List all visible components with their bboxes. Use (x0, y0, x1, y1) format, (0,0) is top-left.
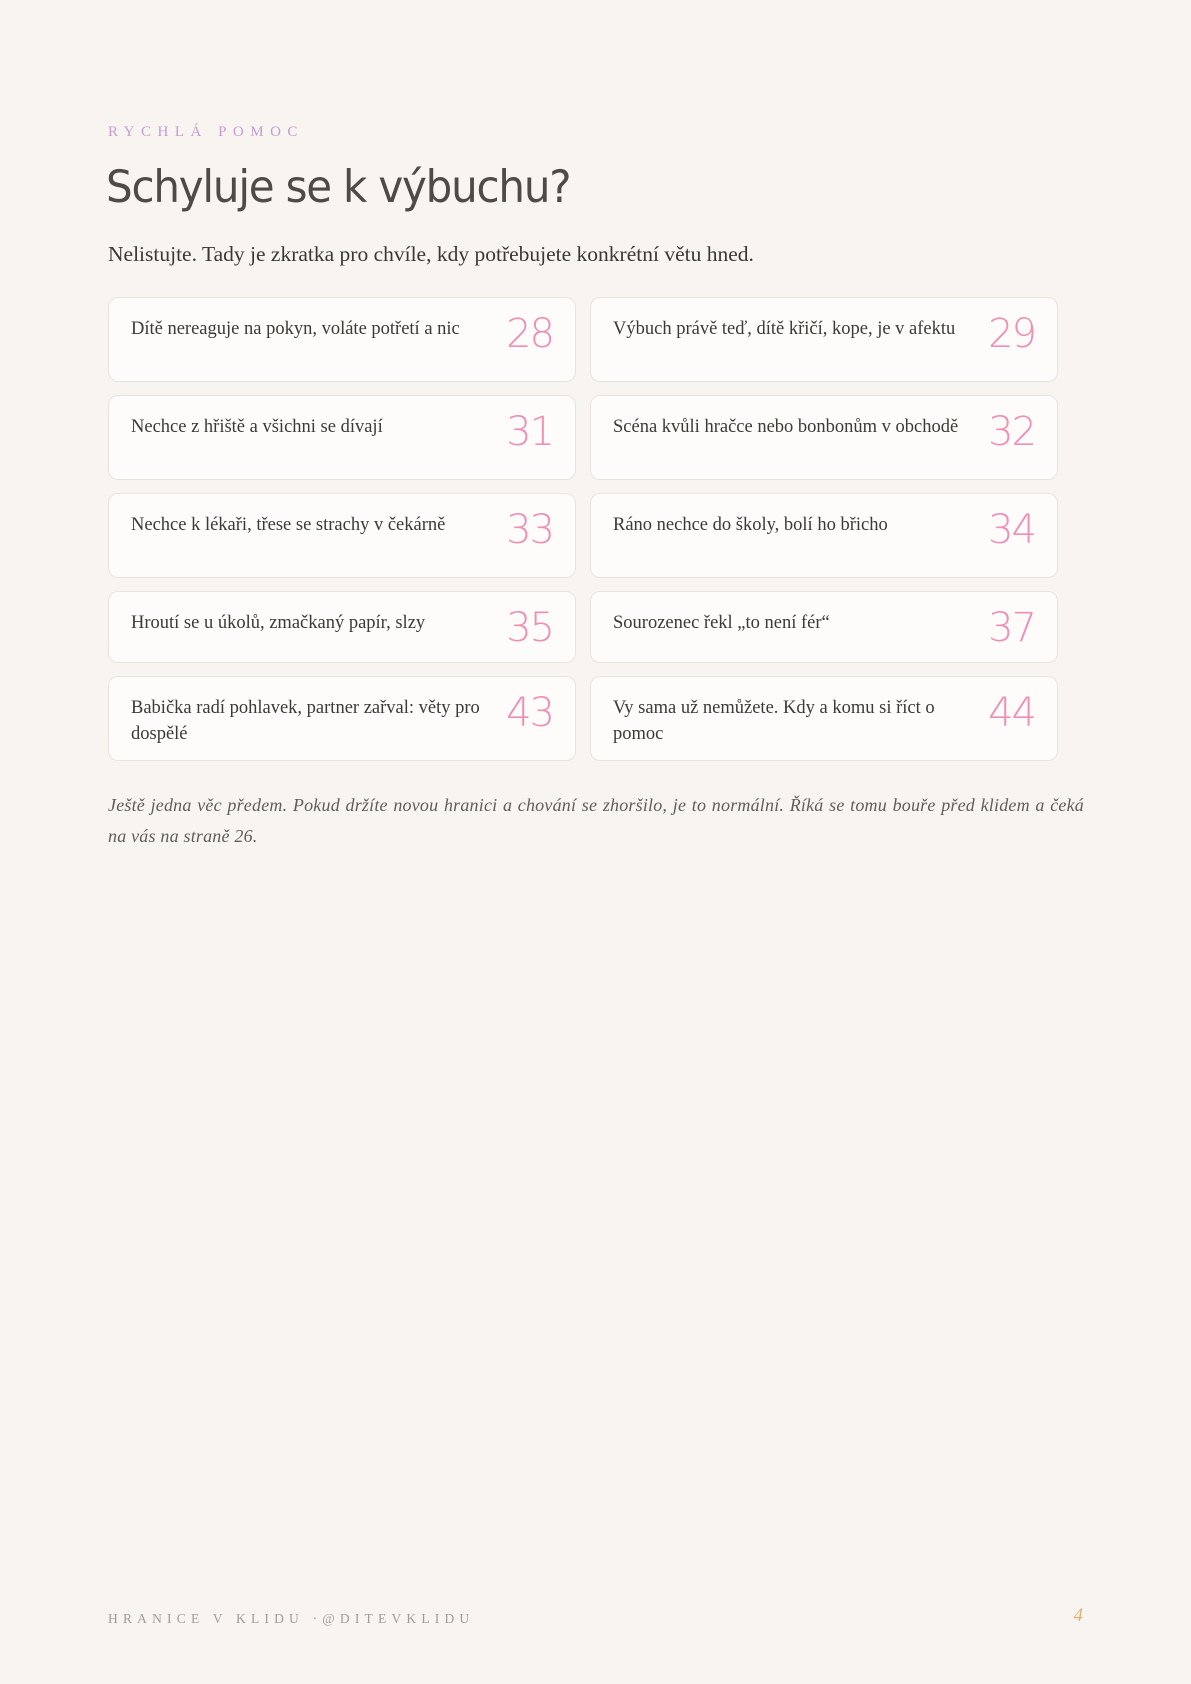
quick-help-card[interactable] (590, 297, 1058, 382)
quick-help-card[interactable] (108, 493, 576, 578)
quick-help-card[interactable] (108, 591, 576, 663)
card-label: Výbuch právě teď, dítě křičí, kope, je v afektu (613, 319, 956, 339)
card-label: Ráno nechce do školy, bolí ho břicho (613, 515, 888, 535)
footer-page-number: 4 (1073, 1605, 1083, 1626)
intro-text: Nelistujte. Tady je zkratka pro chvíle, kdy potřebujete konkrétní větu hned. (108, 242, 754, 266)
quick-help-card[interactable] (590, 591, 1058, 663)
card-label: Nechce z hřiště a všichni se dívají (131, 417, 383, 437)
card-page-number: 37 (988, 605, 1035, 651)
page-title: Schyluje se k výbuchu? (106, 161, 571, 213)
quick-help-card[interactable] (108, 395, 576, 480)
quick-help-card[interactable] (590, 676, 1058, 761)
card-page-number: 32 (988, 409, 1035, 455)
card-page-number: 29 (988, 311, 1035, 357)
quick-help-card[interactable] (108, 297, 576, 382)
card-page-number: 35 (506, 605, 553, 651)
card-page-number: 33 (506, 507, 553, 553)
quick-help-card[interactable] (590, 395, 1058, 480)
card-label: Sourozenec řekl „to není fér“ (613, 613, 830, 633)
quick-help-grid (108, 297, 1060, 761)
note-paragraph: Ještě jedna věc předem. Pokud držíte novou hranici a chování se zhoršilo, je to normální. Říká se tomu bouře před klidem a čeká na vás na straně 26. (108, 795, 1084, 846)
card-label: Nechce k lékaři, třese se strachy v čekárně (131, 515, 446, 535)
card-label: Scéna kvůli hračce nebo bonbonům v obchodě (613, 417, 959, 437)
footer-brand: HRANICE V KLIDU ·@DITEVKLIDU (108, 1611, 475, 1626)
card-page-number: 31 (506, 409, 553, 455)
card-page-number: 44 (988, 690, 1035, 736)
card-page-number: 28 (506, 311, 553, 357)
card-page-number: 34 (988, 507, 1035, 553)
section-eyebrow: RYCHLÁ POMOC (108, 124, 304, 140)
card-label: Hroutí se u úkolů, zmačkaný papír, slzy (131, 613, 426, 633)
card-label: Dítě nereaguje na pokyn, voláte potřetí a nic (131, 319, 460, 339)
card-label: Vy sama už nemůžete. Kdy a komu si říct o pomoc (613, 698, 935, 744)
quick-help-card[interactable] (108, 676, 576, 761)
card-page-number: 43 (506, 690, 553, 736)
card-label: Babička radí pohlavek, partner zařval: věty pro dospělé (131, 698, 480, 744)
quick-help-card[interactable] (590, 493, 1058, 578)
